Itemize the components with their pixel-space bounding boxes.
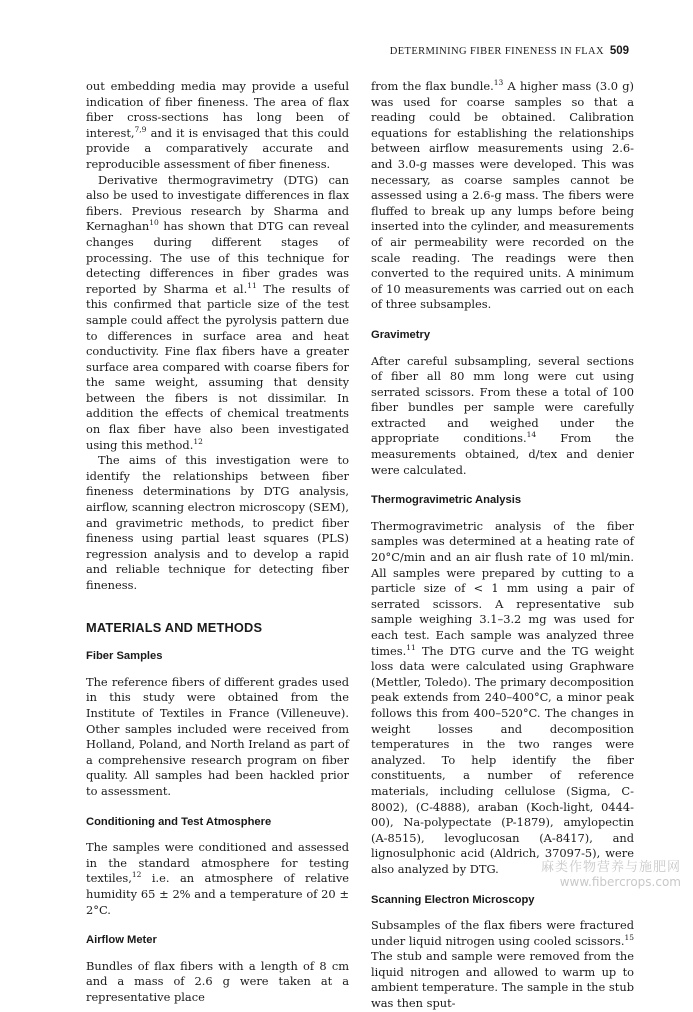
reference-superscript: 15 <box>624 932 634 942</box>
subsection-heading-gravimetry: Gravimetry <box>371 328 431 341</box>
reference-superscript: 7,9 <box>134 124 147 134</box>
watermark-url: www.fibercrops.com <box>559 875 681 889</box>
subsection-heading-fiber-samples: Fiber Samples <box>86 650 163 663</box>
running-header <box>0 44 693 60</box>
subsection-heading-airflow-meter: Airflow Meter <box>86 934 157 947</box>
paragraph: Bundles of flax fibers with a length of 8 cm and a mass of 2.6 g were taken at a representative place <box>86 958 349 1004</box>
paragraph: The reference fibers of different grades used in this study were obtained from the Institute of Textiles in France (Villeneuve). Other samples included were received from Holland, Poland, and North Ireland as part of a comprehensive research program on fiber quality. All samples had been hackled prior to assessment. <box>86 674 349 798</box>
reference-superscript: 11 <box>406 642 416 652</box>
paragraph: Subsamples of the flax fibers were fractured under liquid nitrogen using cooled scissors.$^{15}$ The stub and sample were removed from the liquid nitrogen and allowed to warm up to ambient temperature. The sample in the stub was then sput- <box>371 918 634 1011</box>
left-column <box>86 79 349 1005</box>
reference-superscript: 14 <box>526 430 537 440</box>
reference-superscript: 13 <box>493 78 504 88</box>
paragraph: After careful subsampling, several sections of fiber all 80 mm long were cut using serrated scissors. From these a total of 100 fiber bundles per sample were carefully extracted and weighed under the appropriate conditions.$^{14}$ From the measurements obtained, d/tex and denier were calculated. <box>371 353 634 477</box>
paragraph: The aims of this investigation were to identify the relationships between fiber fineness determinations by DTG analysis, airflow, scanning electron microscopy (SEM), and gravimetric methods, to predict fiber fineness using partial least squares (PLS) regression analysis and to develop a rapid and reliable technique for detecting fiber fineness. <box>86 453 349 592</box>
watermark-chinese-text: 麻类作物营养与施肥网 <box>540 860 681 875</box>
paragraph: The samples were conditioned and assessed in the standard atmosphere for testing textiles,$^{12}$ i.e. an atmosphere of relative humidity 65 ± 2% and a temperature of 20 ± 2°C. <box>86 840 349 917</box>
paragraph: Derivative thermogravimetry (DTG) can also be used to investigate differences in flax fibers. Previous research by Sharma and Kernaghan$^{10}$ has shown that DTG can reveal changes during different stages of processing. The use of this technique for detecting differences in fiber grades was reported by Sharma et al.$^{11}$ The results of this confirmed that particle size of the test sample could affect the pyrolysis pattern due to differences in surface area and heat conductivity. Fine flax fibers have a greater surface area compared with coarse fibers for the same weight, assuming that density between the fibers is not dissimilar. In addition the effects of chemical treatments on flax fiber have also been investigated using this method.$^{12}$ <box>86 172 349 452</box>
reference-superscript: 10 <box>149 218 159 228</box>
paragraph: Thermogravimetric analysis of the fiber samples was determined at a heating rate of 20°C/min and an air flush rate of 10 ml/min. All samples were prepared by cutting to a particle size of < 1 mm using a pair of serrated scissors. A representative sub sample weighing 3.1–3.2 mg was used for each test. Each sample was analyzed three times.$^{11}$ The DTG curve and the TG weight loss data were calculated using Graphware (Mettler, Toledo). The primary decomposition peak extends from 240–400°C, a minor peak follows this from 400–520°C. The changes in weight losses and decomposition temperatures in the two ranges were analyzed. To help identify the fiber constituents, a number of reference materials, including cellulose (Sigma, C-8002), (C-4888), araban (Koch-light, 0444-00), Na-polypectate (P-1879), amylopectin (A-8515), levoglucosan (A-8417), and lignosulphonic acid (Aldrich, 37097-5), were also analyzed by DTG. <box>371 518 634 876</box>
paragraph: out embedding media may provide a useful indication of fiber fineness. The area of flax fiber cross-sections has long been of interest,$^{7,9}$ and it is envisaged that this could provide a comparatively accurate and reproducible assessment of fiber fineness. <box>86 79 349 171</box>
section-heading-materials-methods: MATERIALS AND METHODS <box>86 619 263 635</box>
reference-superscript: 12 <box>193 436 203 446</box>
watermark <box>541 856 681 889</box>
subsection-heading-conditioning: Conditioning and Test Atmosphere <box>86 815 272 828</box>
page-number: 509 <box>609 45 629 57</box>
paragraph: from the flax bundle.$^{13}$ A higher mass (3.0 g) was used for coarse samples so that a reading could be obtained. Calibration equations for establishing the relationships between airflow measurements using 2.6- and 3.0-g masses were developed. This was necessary, as coarse samples cannot be assessed using a 2.6-g mass. The fibers were fluffed to break up any lumps before being inserted into the cylinder, and measurements of air permeability were recorded on the scale reading. The readings were then converted to the required units. A minimum of 10 measurements was carried out on each of three subsamples. <box>371 78 634 312</box>
subsection-heading-sem: Scanning Electron Microscopy <box>371 893 535 906</box>
reference-superscript: 11 <box>247 280 257 290</box>
running-head-title: DETERMINING FIBER FINENESS IN FLAX <box>389 46 604 57</box>
reference-superscript: 12 <box>131 870 142 880</box>
subsection-heading-thermogravimetric-analysis: Thermogravimetric Analysis <box>371 494 522 507</box>
